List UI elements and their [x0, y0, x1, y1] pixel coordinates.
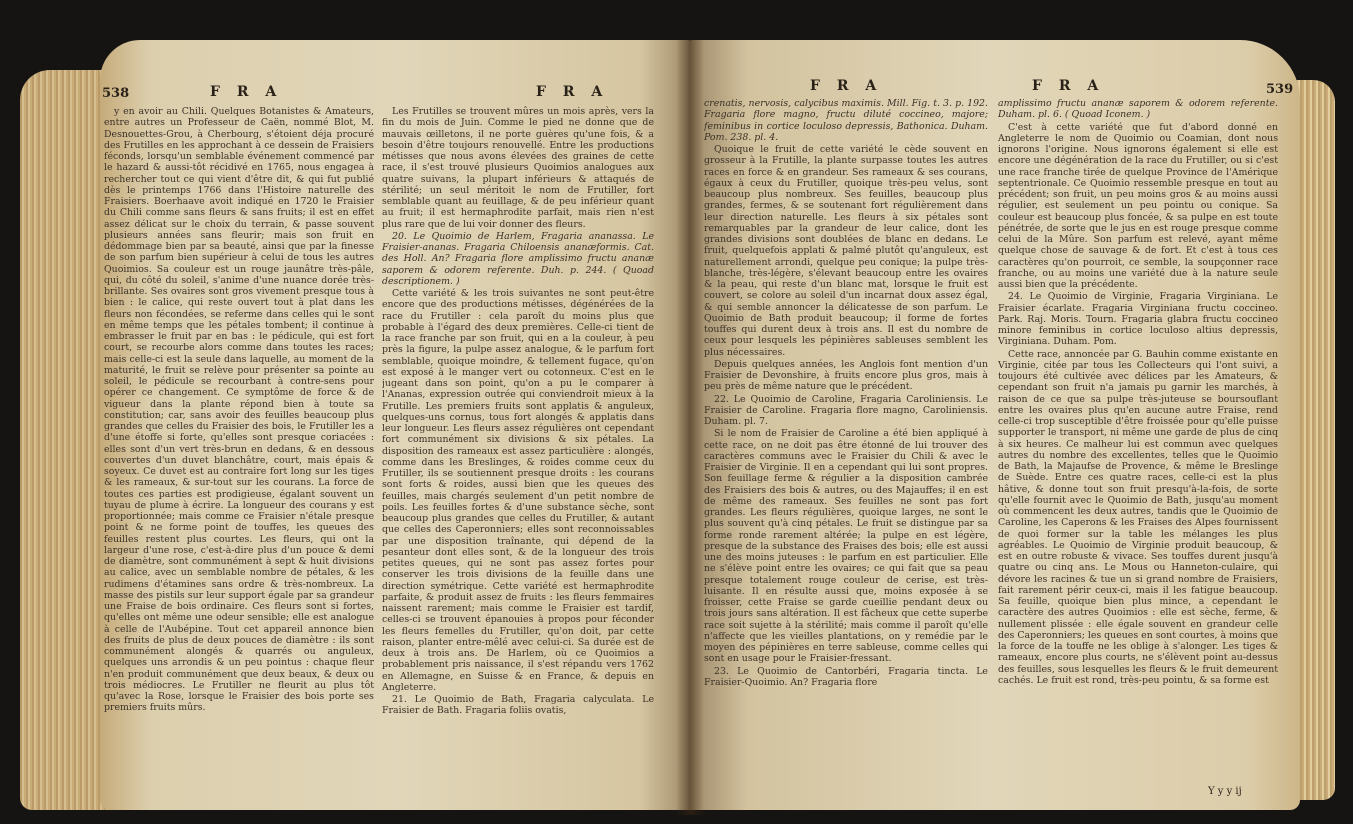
running-head-left-2: F R A — [536, 84, 609, 100]
running-head-right-1: F R A — [810, 78, 883, 94]
signature-mark: Y y y ij — [1208, 786, 1242, 797]
paragraph: 21. Le Quoimio de Bath, Fragaria calyculata. Le Fraisier de Bath. Fragaria foliis ovatis, — [382, 694, 654, 717]
left-column-1 — [104, 106, 374, 806]
page-number-right: 539 — [1266, 82, 1294, 97]
paragraph: 20. Le Quoimio de Harlem, Fragaria ananassa. Le Fraisier-ananas. Fragaria Chiloensis ananæformis. Cat. des Holl. An? Fragaria flore amplissimo fructu ananæ saporem & odorem referente. Duh. p. 244. ( Quoad descriptionem. ) — [382, 230, 654, 287]
right-column-1 — [704, 98, 988, 798]
book-gutter — [676, 40, 704, 815]
paragraph: crenatis, nervosis, calycibus maximis. Mill. Fig. t. 3. p. 192. Fragaria flore magno, fructu diluté coccineo, majore; feminibus in cortice loculoso depressis, Bathonica. Duham. Pom. 238. pl. 4. — [704, 98, 988, 143]
page-number-left: 538 — [102, 86, 130, 101]
paragraph: 24. Le Quoimio de Virginie, Fragaria Virginiana. Le Fraisier écarlate. Fragaria Virginiana fructu coccineo. Park. Raj. Moris. Tourn. Fragaria glabra fructu coccineo minore feminibus in cortice loculoso altius depressis, Virginiana. Duham. Pom. — [998, 291, 1278, 348]
paragraph: C'est à cette variété que fut d'abord donné en Angleterre le nom de Quoimio ou Coamian, dont nous ignorons l'origine. Nous ignorons également si elle est encore une dégénération de la race du Frutiller, ou si c'est une race franche tirée de quelque Province de l'Amérique septentrionale. Ce Quoimio ressemble presque en tout au précédent; son fruit, un peu moins gros & au moins aussi régulier, est seulement un peu pointu ou conique. Sa couleur est beaucoup plus foncée, & sa pulpe en est toute pénétrée, de sorte que le jus en est rouge presque comme celui de la Mûre. Son parfum est relevé, ayant même quelque chose de sauvage & de fort. Et c'est à tous ces caractères qu'on pourroit, ce semble, la soupçonner race franche, ou au moins une variété due à la nature seule aussi bien que la précédente. — [998, 121, 1278, 290]
paragraph: Depuis quelques années, les Anglois font mention d'un Fraisier de Devonshire, à fruits encore plus gros, mais à peu près de même nature que le précédent. — [704, 358, 988, 393]
paragraph: amplissimo fructu ananæ saporem & odorem referente. Duham. pl. 6. ( Quoad Iconem. ) — [998, 98, 1278, 121]
paragraph: 22. Le Quoimio de Caroline, Fragaria Caroliniensis. Le Fraisier de Caroline. Fragaria flore magno, Caroliniensis. Duham. pl. 7. — [704, 393, 988, 427]
paragraph: Les Frutilles se trouvent mûres un mois après, vers la fin du mois de Juin. Comme le pied ne donne que de mauvais œilletons, il ne porte guères qu'une fois, & a besoin d'être toujours renouvellé. Entre les productions métisses que nous avons élevées des graines de cette race, il s'est trouvé plusieurs Quoimios analogues aux quatre suivans, la plupart inférieurs & attaqués de stérilité; un seul méritoit le nom de Frutiller, fort semblable quant au feuillage, & de peu inférieur quant au fruit; il est hermaphrodite parfait, mais rien n'est plus rare que de lui voir donner des fleurs. — [382, 106, 654, 230]
right-column-2 — [998, 98, 1278, 782]
paragraph: Si le nom de Fraisier de Caroline a été bien appliqué à cette race, on ne doit pas être étonné de lui trouver des caractères communs avec le Fraisier du Chili & avec le Fraisier de Virginie. Il en a cependant qui lui sont propres. Son feuillage ferme & régulier a la disposition cambrée des Fraisiers des bois & autres, ou des Majauffes; il en est de même des rameaux. Ses feuilles ne sont pas fort grandes. Les fleurs régulières, quoique larges, ne sont le plus souvent qu'à cinq pétales. Le fruit se distingue par sa forme ronde rarement altérée; la pulpe en est légère, presque de la substance des Fraises des bois; elle est aussi une des moins juteuses : le parfum en est particulier. Elle ne s'élève point entre les ovaires; ce qui fait que sa peau presque totalement rouge couleur de cerise, est très-luisante. Il en résulte aussi que, moins exposée à se froisser, cette Fraise se garde cueillie pendant deux ou trois jours sans altération. Il est fâcheux que cette superbe race soit sujette à la stérilité; mais comme il paroît qu'elle n'affecte que les vieilles plantations, on y remédie par le moyen des pépinières en terre sableuse, comme celles qui sont en usage pour le Fraisier-fressant. — [704, 428, 988, 665]
running-head-right-2: F R A — [1032, 78, 1105, 94]
paragraph: Cette variété & les trois suivantes ne sont peut-être encore que des productions métisses, dégénérées de la race du Frutiller : cela paroît du moins plus que probable à l'égard des deux premières. Celle-ci tient de la race franche par son fruit, qui en a la couleur, à peu près la figure, la pulpe assez analogue, & le parfum fort semblable, quoique moindre, & tellement fugace, qu'on est exposé à le manger vert ou cotonneux. C'est en le jugeant dans son point, qu'on a pu le comparer à l'Ananas, expression outrée qui conviendroit mieux à la Frutille. Les premiers fruits sont applatis & anguleux, quelques-uns cornus, tous fort alongés & applatis dans leur longueur. Les fleurs assez régulières ont cependant fort communément six divisions & six pétales. La disposition des rameaux est assez particulière : alongés, comme dans les Breslinges, & roides comme ceux du Frutiller, ils se soutiennent presque droits : les courans sont forts & roides, aussi bien que les queues des feuilles, mais chargés seulement d'un petit nombre de poils. Les feuilles fortes & d'une substance sèche, sont beaucoup plus grandes que celles du Frutiller, & autant que celles des Caperonniers; elles sont reconnoissables par une disposition traînante, qui dépend de la pesanteur dont elles sont, & de la longueur des trois petites queues, qui ne sont pas assez fortes pour conserver les trois divisions de la feuille dans une direction symétrique. Cette variété est hermaphrodite parfaite, & produit assez de fruits : les fleurs femmaires naissent rarement; mais comme le Fraisier est tardif, celles-ci se trouvent épanouies à propos pour féconder les fleurs femelles du Frutiller, qu'on doit, par cette raison, planter entre-mêlé avec celui-ci. Sa durée est de deux à trois ans. De Harlem, où ce Quoimios a probablement pris naissance, il s'est répandu vers 1762 en Allemagne, en Suisse & en France, & depuis en Angleterre. — [382, 288, 654, 693]
left-page — [100, 40, 692, 810]
left-column-2 — [382, 106, 654, 806]
running-head-left-1: F R A — [210, 84, 283, 100]
paragraph: Cette race, annoncée par G. Bauhin comme existante en Virginie, citée par tous les Collecteurs qui l'ont suivi, a toujours été cultivée avec délices par les Amateurs, & cependant son fruit n'a jamais pu garnir les marchés, à raison de ce que sa pulpe très-juteuse se boursouflant entre les ovaires plus qu'en aucune autre Fraise, rend celle-ci trop susceptible d'être froissée pour qu'elle puisse supporter le transport, ni même une garde de plus de cinq à six heures. Ce malheur lui est commun avec quelques autres du nombre des excellentes, telles que le Quoimio de Bath, la Majaufse de Provence, & même le Breslinge de Suède. Entre ces quatre races, celle-ci est la plus hâtive, & donne tout son fruit presqu'à-la-fois, de sorte qu'elle fournit avec le Quoimio de Bath, jusqu'au moment où commencent les deux autres, tandis que le Quoimio de Caroline, les Caperons & les Fraises des Alpes fournissent de quoi former sur la table les mélanges les plus agréables. Le Quoimio de Virginie produit beaucoup, & est en outre robuste & vivace. Ses touffes durent jusqu'à quatre ou cinq ans. Le Mous ou Hanneton-culaire, qui dévore les racines & tue un si grand nombre de Fraisiers, fait rarement périr ceux-ci, mais il les fatigue beaucoup. Sa feuille, quoique bien plus mince, a cependant le caractère des autres Quoimios : elle est sèche, ferme, & nullement plissée : elle égale souvent en grandeur celle des Caperonniers; les queues en sont courtes, à moins que la force de la touffe ne les oblige à s'alonger. Les tiges & rameaux, encore plus courts, ne s'élèvent point au-dessus des feuilles, sous lesquelles les fleurs & le fruit demeurent cachés. Le fruit est rond, très-peu pointu, & sa forme est — [998, 348, 1278, 686]
paragraph: y en avoir au Chili. Quelques Botanistes & Amateurs, entre autres un Professeur de Caën, nommé Blot, M. Desnouettes-Grou, à Cherbourg, s'étoient déja procuré des Frutilles en les approchant à ce dessein de Fraisiers féconds, lorsqu'un semblable événement commencé par le hazard & aussi-tôt récidivé en 1765, nous engagea à rechercher tout ce qui vient d'être dit, & qui fut publié dès le printemps 1766 dans l'Histoire naturelle des Fraisiers. Boerhaave avoit indiqué en 1720 le Fraisier du Chili comme sans fleurs & sans fruits; il est en effet assez délicat sur le choix du terrain, & passe souvent plusieurs années sans fleurir; mais son fruit en dédommage bien par sa beauté, ainsi que par la finesse de son parfum bien supérieur à celui de tous les autres Quoimios. Sa couleur est un rouge jaunâtre très-pâle, qui, du côté du soleil, s'anime d'une nuance dorée très-brillante. Ses ovaires sont gros vivement presque tous à bien : le calice, qui reste ouvert tout à plat dans les fleurs non fécondées, se referme dans celles qui le sont en même temps que les pétales tombent; il continue à embrasser le fruit par en bas : le pédicule, qui est fort court, se recourbe alors comme dans toutes les races; mais celle-ci est la seule dans laquelle, au moment de la maturité, le fruit se relève pour présenter sa pointe au soleil, le pédicule se recourbant à contre-sens pour opérer ce changement. Ce symptôme de force & de vigueur dans la plante répond bien à toute sa constitution; car, sans avoir des feuilles beaucoup plus grandes que celles du Fraisier des bois, le Frutiller les a d'une étoffe si forte, qu'elles sont presque coriacées : elles sont d'un vert très-brun en dedans, & en dessous couvertes d'un duvet blanchâtre, court, mais épais & soyeux. Ce duvet est au contraire fort long sur les tiges & les rameaux, & sur-tout sur les courans. La force de toutes ces parties est prodigieuse, égalant souvent un tuyau de plume à écrire. La longueur des courans y est proportionnée; mais comme ce Fraisier n'étale presque point & ne forme point de touffes, les queues des feuilles restent plus courtes. Les fleurs, qui ont la largeur d'une rose, c'est-à-dire plus d'un pouce & demi de diamètre, sont communément à sept & huit divisions au calice, avec un semblable nombre de pétales, & les rudimens d'étamines sans ordre & très-nombreux. La masse des pistils sur leur support égale par sa grandeur une Fraise de bois ordinaire. Ces fleurs sont si fortes, qu'elles ont même une odeur sensible; elle est analogue à celle de l'Aubépine. Tout cet appareil annonce bien des fruits de plus de deux pouces de diamètre : ils sont communément alongés & quarrés ou anguleux, quelques uns arrondis & un peu pointus : chaque fleur n'en produit communément que deux beaux, & deux ou trois médiocres. Le Frutiller ne fleurit au plus tôt qu'avec la Rose, lorsque le Fraisier des bois porte ses premiers fruits mûrs. — [104, 106, 374, 714]
paragraph: 23. Le Quoimio de Cantorbéri, Fragaria tincta. Le Fraisier-Quoimio. An? Fragaria flore — [704, 665, 988, 688]
book-edge-left — [20, 70, 110, 810]
right-page — [688, 40, 1300, 810]
paragraph: Quoique le fruit de cette variété le cède souvent en grosseur à la Frutille, la plante surpasse toutes les autres races en force & en grandeur. Ses rameaux & ses courans, égaux à ceux du Frutiller, quoique très-peu velus, sont beaucoup plus nombreux. Ses feuilles, beaucoup plus grandes, fermes, & se soutenant fort régulièrement dans leur direction naturelle. Les fleurs à six pétales sont remarquables par la grandeur de leur calice, dont les grandes divisions sont doublées de blanc en dedans. Le fruit, quelquefois applati & palmé plutôt qu'anguleux, est naturellement arrondi, quelque peu conique; la pulpe très-blanche, très-légère, s'élevant beaucoup entre les ovaires & la peau, qui reste d'un blanc mat, lorsque le fruit est couvert, se colore au soleil d'un incarnat doux assez égal, & qui semble annoncer la délicatesse de son parfum. Le Quoimio de Bath produit beaucoup; il forme de fortes touffes qui durent deux à trois ans. Il est du nombre de ceux pour lesquels les pépinières sableuses semblent les plus nécessaires. — [704, 144, 988, 358]
